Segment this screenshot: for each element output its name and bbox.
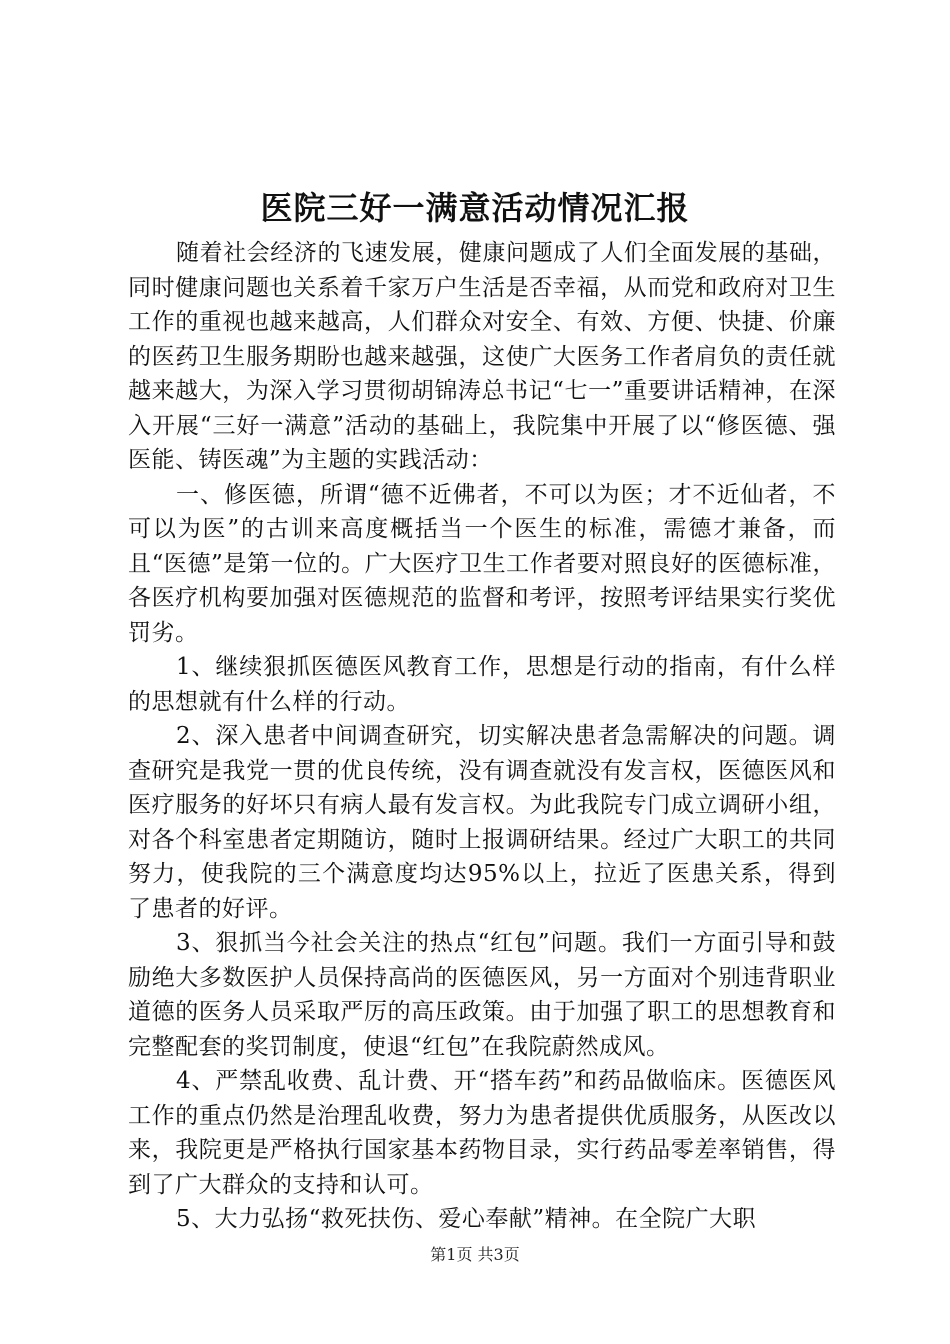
paragraph-item-4: 4、严禁乱收费、乱计费、开“搭车药”和药品做临床。医德医风工作的重点仍然是治理乱收费，努力为患者提供优质服务，从医改以来，我院更是严格执行国家基本药物目录，实行药品零差率销售，得到了广大群众的支持和认可。 bbox=[128, 1068, 836, 1198]
paragraph-item-2: 2、深入患者中间调查研究，切实解决患者急需解决的问题。调查研究是我党一贯的优良传统，没有调查就没有发言权，医德医风和医疗服务的好坏只有病人最有发言权。为此我院专门成立调研小组，对各个科室患者定期随访，随时上报调研结果。经过广大职工的共同努力，使我院的三个满意度均达95%以上，拉近了医患关系，得到了患者的好评。 bbox=[128, 723, 836, 922]
paragraph-intro: 随着社会经济的飞速发展，健康问题成了人们全面发展的基础，同时健康问题也关系着千家万户生活是否幸福，从而党和政府对卫生工作的重视也越来越高，人们群众对安全、有效、方便、快捷、价廉的医药卫生服务期盼也越来越强，这使广大医务工作者肩负的责任就越来越大，为深入学习贯彻胡锦涛总书记“七一”重要讲话精神，在深入开展“三好一满意”活动的基础上，我院集中开展了以“修医德、强医能、铸医魂”为主题的实践活动： bbox=[128, 240, 836, 473]
paragraph-item-3: 3、狠抓当今社会关注的热点“红包”问题。我们一方面引导和鼓励绝大多数医护人员保持高尚的医德医风，另一方面对个别违背职业道德的医务人员采取严厉的高压政策。由于加强了职工的思想教育和完整配套的奖罚制度，使退“红包”在我院蔚然成风。 bbox=[128, 930, 836, 1060]
paragraph-item-5: 5、大力弘扬“救死扶伤、爱心奉献”精神。在全院广大职 bbox=[176, 1206, 757, 1232]
paragraph-section-one: 一、修医德，所谓“德不近佛者，不可以为医；才不近仙者，不可以为医”的古训来高度概括当一个医生的标准，需德才兼备，而且“医德”是第一位的。广大医疗卫生工作者要对照良好的医德标准，各医疗机构要加强对医德规范的监督和考评，按照考评结果实行奖优罚劣。 bbox=[128, 481, 836, 646]
page-number-footer: 第1页 共3页 bbox=[430, 1245, 520, 1264]
document-body bbox=[128, 236, 836, 1237]
document-title: 医院三好一满意活动情况汇报 bbox=[260, 189, 690, 227]
paragraph-item-1: 1、继续狠抓医德医风教育工作，思想是行动的指南，有什么样的思想就有什么样的行动。 bbox=[128, 654, 836, 715]
